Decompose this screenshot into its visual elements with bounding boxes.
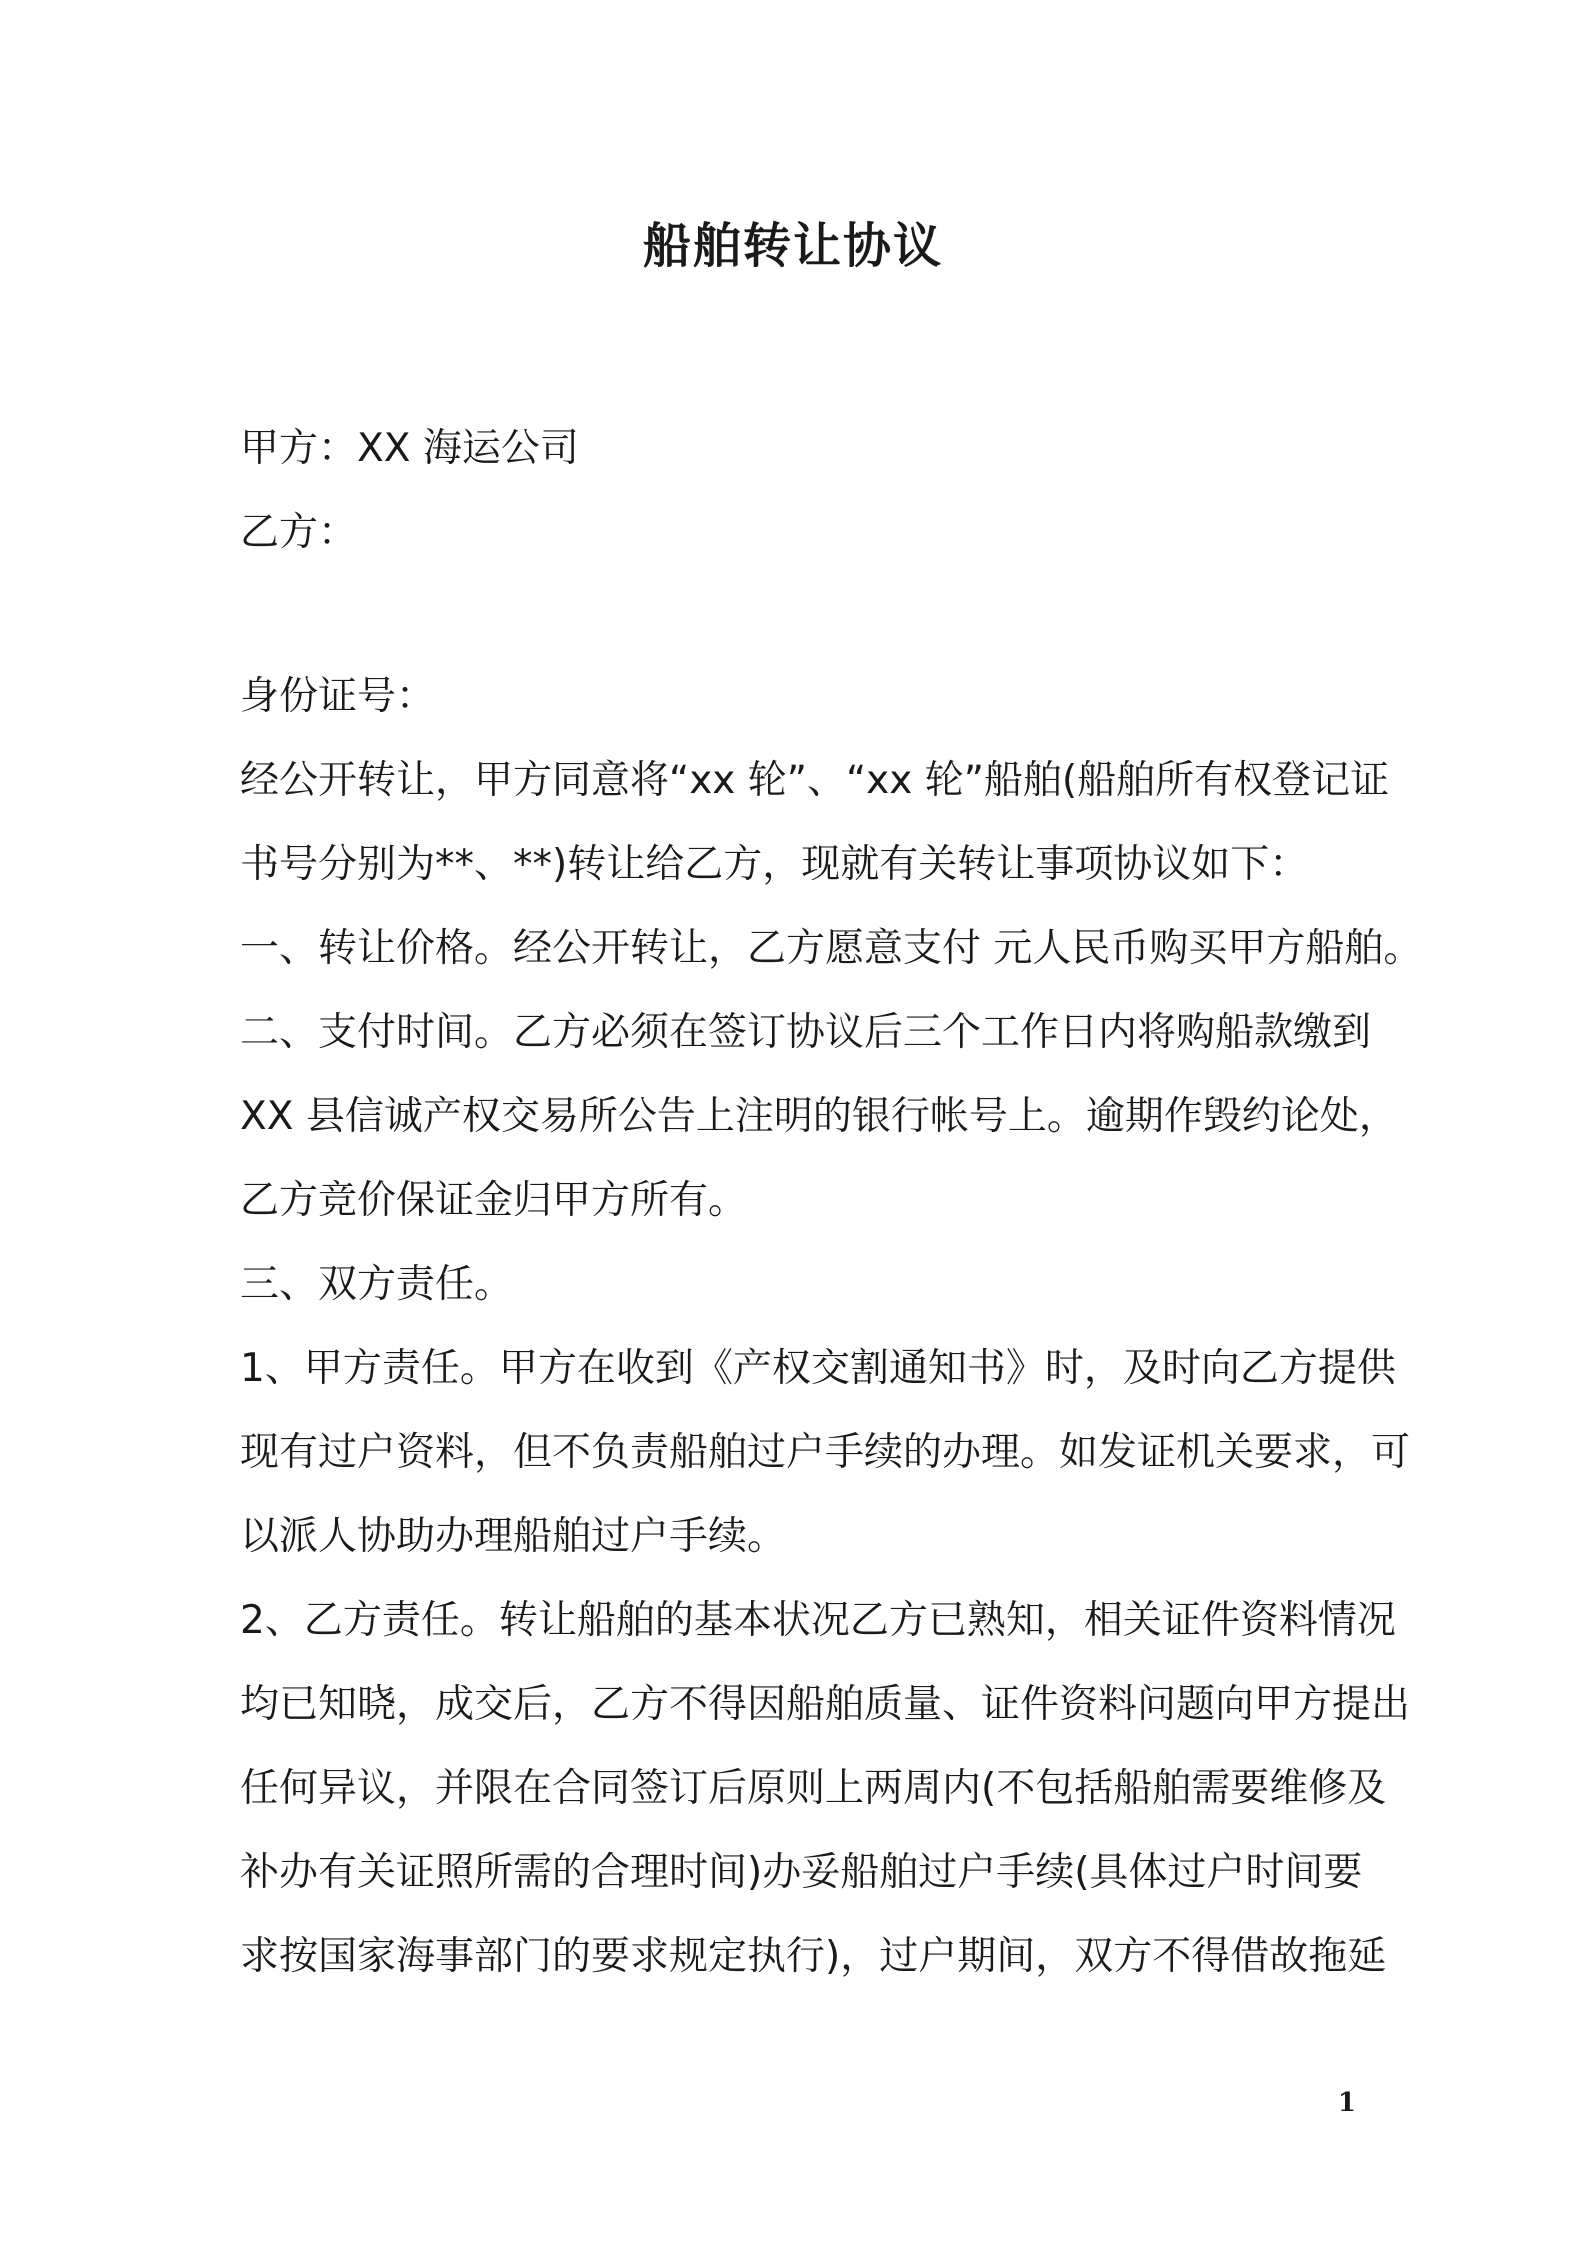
id-number-line: 身份证号：: [240, 674, 436, 719]
clause-3-2-line-5: 求按国家海事部门的要求规定执行)，过户期间，双方不得借故拖延: [240, 1934, 1387, 1979]
clause-2-line-1: 二、支付时间。乙方必须在签订协议后三个工作日内将购船款缴到: [240, 1010, 1372, 1055]
clause-3-2-line-3: 任何异议，并限在合同签订后原则上两周内(不包括船舶需要维修及: [240, 1766, 1387, 1811]
party-block: [240, 407, 1360, 575]
clause-3-1-line-1: 1、甲方责任。甲方在收到《产权交割通知书》时，及时向乙方提供: [240, 1346, 1396, 1391]
clause-3-2-line-1: 2、乙方责任。转让船舶的基本状况乙方已熟知，相关证件资料情况: [240, 1598, 1396, 1643]
intro-line-2: 书号分别为**、**)转让给乙方，现就有关转让事项协议如下：: [240, 842, 1309, 887]
party-a-line: 甲方：XX 海运公司: [240, 426, 579, 471]
clause-3-1-line-2: 现有过户资料，但不负责船舶过户手续的办理。如发证机关要求，可: [240, 1430, 1411, 1475]
document-title: 船舶转让协议: [642, 218, 943, 274]
clause-3-1-line-3: 以派人协助办理船舶过户手续。: [240, 1514, 787, 1559]
party-b-line: 乙方：: [240, 510, 358, 555]
clause-3-2-line-2: 均已知晓，成交后，乙方不得因船舶质量、证件资料问题向甲方提出: [240, 1682, 1411, 1727]
clause-1-line: 一、转让价格。经公开转让，乙方愿意支付 元人民币购买甲方船舶。: [240, 926, 1423, 971]
intro-line-1: 经公开转让，甲方同意将“xx 轮”、“xx 轮”船舶(船舶所有权登记证: [240, 758, 1390, 803]
clause-2-line-2: XX 县信诚产权交易所公告上注明的银行帐号上。逾期作毁约论处，: [240, 1094, 1398, 1139]
page-number: 1: [1337, 2088, 1356, 2118]
clause-3-heading: 三、双方责任。: [240, 1262, 514, 1307]
clause-2-line-3: 乙方竞价保证金归甲方所有。: [240, 1178, 748, 1223]
agreement-body: [240, 655, 1423, 1999]
clause-3-2-line-4: 补办有关证照所需的合理时间)办妥船舶过户手续(具体过户时间要: [240, 1850, 1363, 1895]
